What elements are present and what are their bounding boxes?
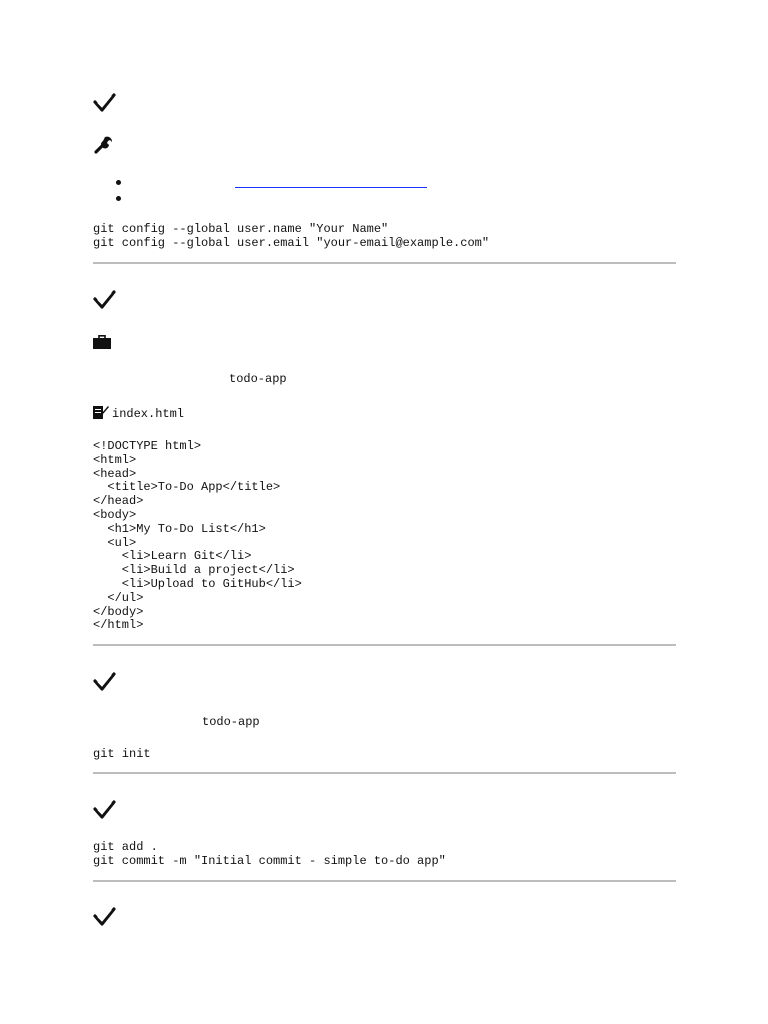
check-mark-icon: [93, 671, 117, 693]
section-divider: [93, 644, 676, 646]
section-divider: [93, 880, 676, 882]
file-name-label: index.html: [112, 407, 185, 421]
link-underline[interactable]: [235, 187, 427, 188]
memo-icon: [93, 404, 109, 419]
briefcase-icon: [93, 335, 111, 349]
list-bullet: [116, 180, 121, 185]
section-divider: [93, 772, 676, 774]
wrench-icon: [93, 136, 113, 154]
list-bullet: [116, 196, 121, 201]
check-mark-icon: [93, 289, 117, 311]
check-mark-icon: [93, 92, 117, 114]
html-code-block: <!DOCTYPE html> <html> <head> <title>To-Do App</title> </head> <body> <h1>My To-Do List</h1> <ul> <li>Learn Git</li> <li>Build a project</li> <li>Upload to GitHub</li> </ul> </body> </html>: [93, 439, 302, 633]
folder-name-code: todo-app: [202, 715, 260, 729]
section-divider: [93, 262, 676, 264]
git-init-code: git init: [93, 747, 151, 761]
git-commit-code: git add . git commit -m "Initial commit - simple to-do app": [93, 840, 446, 868]
git-config-code: git config --global user.name "Your Name" git config --global user.email "your-email@example.com": [93, 222, 490, 250]
folder-name-code: todo-app: [229, 372, 287, 386]
check-mark-icon: [93, 906, 117, 928]
check-mark-icon: [93, 799, 117, 821]
